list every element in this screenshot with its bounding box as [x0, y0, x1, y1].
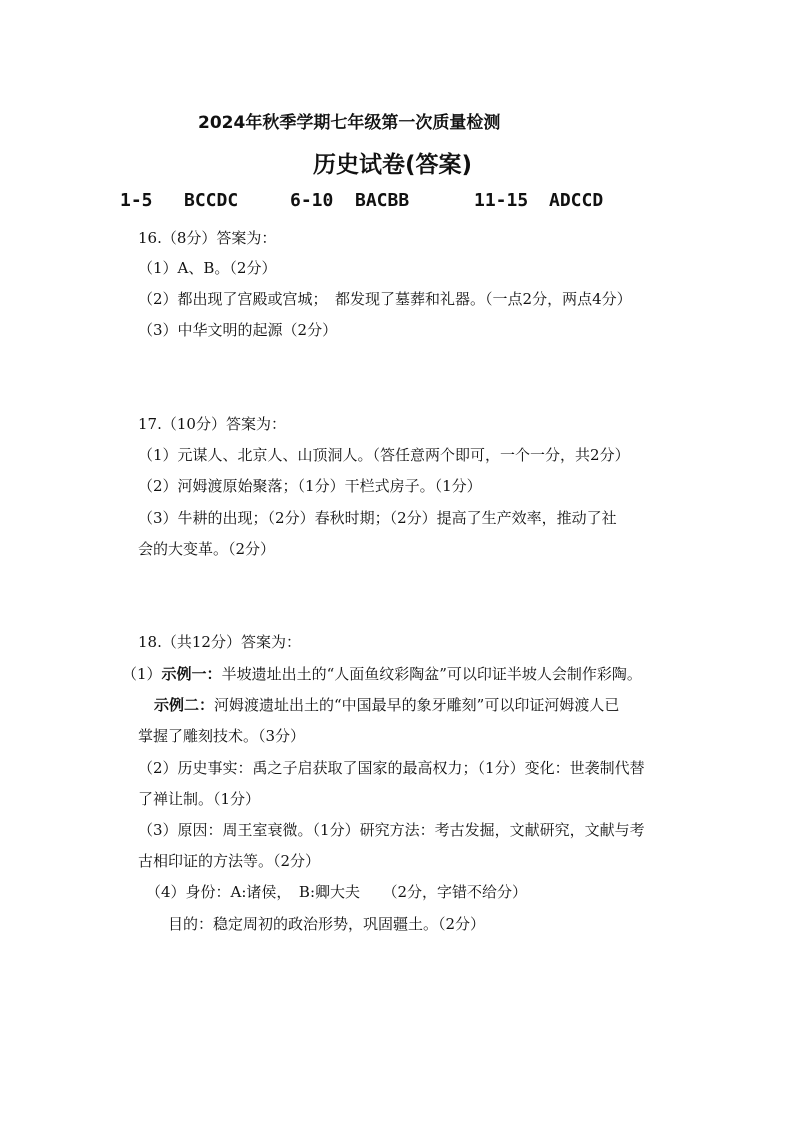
- q16-line-3: （3）中华文明的起源（2分）: [138, 321, 338, 339]
- q18-part-1-prefix: （1）: [122, 665, 162, 683]
- exam-title: 2024年秋季学期七年级第一次质量检测: [198, 113, 501, 133]
- q18-part-1-line-3: 掌握了雕刻技术。（3分）: [138, 727, 306, 745]
- q17-line-3: （3）牛耕的出现；（2分）春秋时期；（2分）提高了生产效率，推动了社: [138, 509, 617, 527]
- mc-range-3: 11-15: [474, 190, 529, 211]
- q18-part-1-line-1: [122, 664, 642, 684]
- exam-subtitle: 历史试卷(答案): [313, 152, 473, 178]
- mc-range-1: 1-5: [120, 190, 153, 211]
- q18-part-4-line-2: 目的：稳定周初的政治形势，巩固疆土。（2分）: [168, 915, 486, 933]
- q18-part-2-line-1: （2）历史事实：禹之子启获取了国家的最高权力；（1分）变化：世袭制代替: [138, 759, 645, 777]
- q18-heading: 18.（共12分）答案为：: [138, 633, 301, 651]
- q18-example-1-text: 半坡遗址出土的“人面鱼纹彩陶盆”可以印证半坡人会制作彩陶。: [221, 665, 642, 683]
- q18-part-3-line-1: （3）原因：周王室衰微。（1分）研究方法：考古发掘，文献研究，文献与考: [138, 821, 645, 839]
- q16-line-1: （1）A、B。（2分）: [138, 259, 277, 277]
- q18-part-1-line-2: [154, 695, 619, 715]
- q16-line-2: （2）都出现了宫殿或宫城； 都发现了墓葬和礼器。（一点2分，两点4分）: [138, 290, 632, 308]
- q18-part-3-line-2: 古相印证的方法等。（2分）: [138, 852, 321, 870]
- q17-heading: 17.（10分）答案为：: [138, 415, 286, 433]
- mc-answers-1: BCCDC: [184, 190, 239, 211]
- q16-heading: 16.（8分）答案为：: [138, 229, 277, 247]
- q18-part-4-line-1: （4）身份：A:诸侯， B:卿大夫 （2分，字错不给分）: [146, 883, 528, 901]
- mc-answers-2: BACBB: [355, 190, 410, 211]
- q18-example-2-label: 示例二：: [154, 696, 215, 714]
- q17-line-4: 会的大变革。（2分）: [138, 540, 276, 558]
- mc-answers-3: ADCCD: [549, 190, 604, 211]
- q18-example-2-text: 河姆渡遗址出土的“中国最早的象牙雕刻”可以印证河姆渡人已: [214, 696, 620, 714]
- mc-range-2: 6-10: [290, 190, 334, 211]
- q18-example-1-label: 示例一：: [161, 665, 222, 683]
- q17-line-1: （1）元谋人、北京人、山顶洞人。（答任意两个即可，一个一分，共2分）: [138, 446, 630, 464]
- q17-line-2: （2）河姆渡原始聚落；（1分）干栏式房子。（1分）: [138, 477, 482, 495]
- q18-part-2-line-2: 了禅让制。（1分）: [138, 790, 261, 808]
